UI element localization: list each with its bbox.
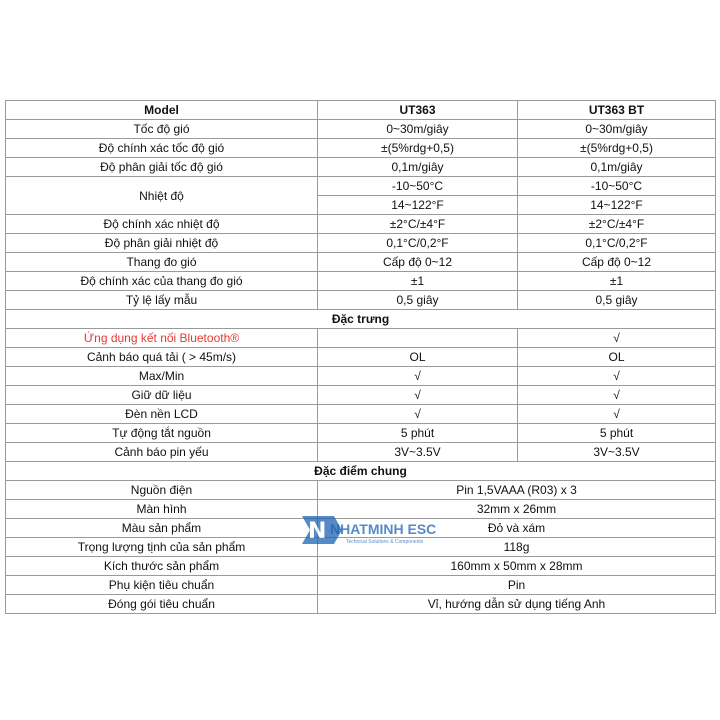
row-label: Đèn nền LCD <box>6 405 318 424</box>
row-label: Thang đo gió <box>6 253 318 272</box>
row-value-1: ±(5%rdg+0,5) <box>318 139 518 158</box>
table-row <box>6 348 716 367</box>
table-row <box>6 595 716 614</box>
table-row <box>6 405 716 424</box>
row-value-1: ±2°C/±4°F <box>318 215 518 234</box>
row-label: Độ phân giải nhiệt độ <box>6 234 318 253</box>
row-value-shared: Pin <box>318 576 716 595</box>
row-label: Giữ dữ liệu <box>6 386 318 405</box>
row-label: Độ phân giải tốc độ gió <box>6 158 318 177</box>
table-row <box>6 158 716 177</box>
table-header-row <box>6 101 716 120</box>
row-label: Tốc độ gió <box>6 120 318 139</box>
check-icon: √ <box>518 405 716 424</box>
row-label: Độ chính xác tốc độ gió <box>6 139 318 158</box>
table-row-temperature <box>6 177 716 196</box>
row-value-1: 0,1°C/0,2°F <box>318 234 518 253</box>
table-row <box>6 120 716 139</box>
header-model-2: UT363 BT <box>518 101 716 120</box>
svg-text:N: N <box>308 519 327 544</box>
table-row <box>6 367 716 386</box>
row-value-2: 0,5 giây <box>518 291 716 310</box>
temp-celsius-1: -10~50°C <box>318 177 518 196</box>
row-label: Độ chính xác nhiệt độ <box>6 215 318 234</box>
table-row <box>6 291 716 310</box>
table-row <box>6 272 716 291</box>
row-value-shared: Vỉ, hướng dẫn sử dụng tiếng Anh <box>318 595 716 614</box>
section-heading: Đặc điểm chung <box>6 462 716 481</box>
row-label: Màu sản phẩm <box>6 519 318 538</box>
row-value-2: ±(5%rdg+0,5) <box>518 139 716 158</box>
row-value-1: 3V~3.5V <box>318 443 518 462</box>
section-row-general <box>6 462 716 481</box>
row-value-1: OL <box>318 348 518 367</box>
row-label: Cảnh báo quá tải ( > 45m/s) <box>6 348 318 367</box>
table-row <box>6 139 716 158</box>
temp-fahrenheit-2: 14~122°F <box>518 196 716 215</box>
row-value-1: 5 phút <box>318 424 518 443</box>
check-icon: √ <box>518 367 716 386</box>
table-row <box>6 424 716 443</box>
row-value-shared: Pin 1,5VAAA (R03) x 3 <box>318 481 716 500</box>
row-value-1: 0,5 giây <box>318 291 518 310</box>
table-row <box>6 386 716 405</box>
row-value-shared: Đỏ và xám <box>318 519 716 538</box>
row-label: Tỷ lệ lấy mẫu <box>6 291 318 310</box>
row-value-1: 0~30m/giây <box>318 120 518 139</box>
table-row <box>6 329 716 348</box>
row-value-2: Cấp độ 0~12 <box>518 253 716 272</box>
row-value-shared: 118g <box>318 538 716 557</box>
row-label-bluetooth: Ứng dụng kết nối Bluetooth® <box>6 329 318 348</box>
row-label: Đóng gói tiêu chuẩn <box>6 595 318 614</box>
brand-logo-icon <box>300 510 450 550</box>
row-label: Trọng lượng tịnh của sản phẩm <box>6 538 318 557</box>
row-value-1: 0,1m/giây <box>318 158 518 177</box>
check-icon: √ <box>518 329 716 348</box>
row-value-1: ±1 <box>318 272 518 291</box>
temp-celsius-2: -10~50°C <box>518 177 716 196</box>
row-label: Max/Min <box>6 367 318 386</box>
row-value-2: 5 phút <box>518 424 716 443</box>
table-row <box>6 557 716 576</box>
section-heading: Đặc trưng <box>6 310 716 329</box>
check-icon: √ <box>518 386 716 405</box>
section-row-features <box>6 310 716 329</box>
row-value-2: 0,1°C/0,2°F <box>518 234 716 253</box>
row-value-shared: 160mm x 50mm x 28mm <box>318 557 716 576</box>
row-label: Nhiệt độ <box>6 177 318 215</box>
check-icon: √ <box>318 405 518 424</box>
watermark-logo <box>300 510 450 550</box>
row-value-2: 0~30m/giây <box>518 120 716 139</box>
row-value-shared: 32mm x 26mm <box>318 500 716 519</box>
table-row <box>6 234 716 253</box>
watermark-tagline: Technical Solutions & Components <box>346 539 424 545</box>
row-label: Độ chính xác của thang đo gió <box>6 272 318 291</box>
row-label: Cảnh báo pin yếu <box>6 443 318 462</box>
row-label: Kích thước sản phẩm <box>6 557 318 576</box>
temp-fahrenheit-1: 14~122°F <box>318 196 518 215</box>
watermark-brand-text: NHATMINH ESC <box>330 521 437 537</box>
table-row <box>6 481 716 500</box>
row-value-2: 3V~3.5V <box>518 443 716 462</box>
table-row <box>6 443 716 462</box>
table-row <box>6 253 716 272</box>
row-label: Nguồn điện <box>6 481 318 500</box>
table-row <box>6 576 716 595</box>
header-model-1: UT363 <box>318 101 518 120</box>
row-value-2: 0,1m/giây <box>518 158 716 177</box>
check-icon: √ <box>318 367 518 386</box>
row-value-2: ±1 <box>518 272 716 291</box>
row-label: Màn hình <box>6 500 318 519</box>
row-value-2: OL <box>518 348 716 367</box>
row-value-1 <box>318 329 518 348</box>
row-label: Tự động tắt nguồn <box>6 424 318 443</box>
check-icon: √ <box>318 386 518 405</box>
table-row <box>6 215 716 234</box>
header-label: Model <box>6 101 318 120</box>
row-label: Phụ kiện tiêu chuẩn <box>6 576 318 595</box>
row-value-2: ±2°C/±4°F <box>518 215 716 234</box>
row-value-1: Cấp độ 0~12 <box>318 253 518 272</box>
